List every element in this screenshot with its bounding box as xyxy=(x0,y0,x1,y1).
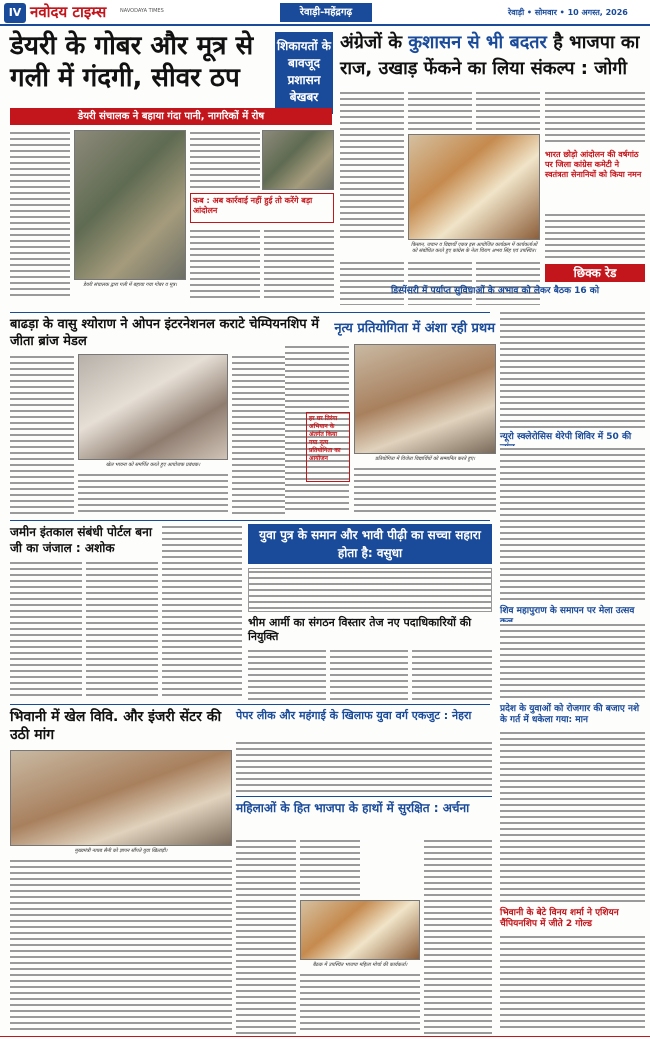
photo-dairy-inset xyxy=(262,130,334,190)
article-text xyxy=(86,560,158,700)
photo-caption: प्रतियोगिता में विजेता विद्यार्थियों को सम्मानित करते हुए। xyxy=(375,456,475,462)
headline-women: महिलाओं के हित भाजपा के हाथों में सुरक्षित : अर्चना xyxy=(236,801,470,815)
article-text xyxy=(78,472,228,514)
side-box-complaints: शिकायतों के बावजूद प्रशासन बेखबर xyxy=(275,32,333,114)
headline-sports: भिवानी में खेल विवि. और इंजरी सेंटर की उठी मांग xyxy=(10,709,222,743)
masthead xyxy=(0,0,650,26)
city-section: रेवाड़ी-महेंद्रगढ़ xyxy=(280,3,372,22)
article-text xyxy=(408,260,472,305)
article-text xyxy=(408,90,472,130)
article-text xyxy=(10,560,82,700)
callout-text: भारत छोड़ो आंदोलन की वर्षगांठ पर जिला कांग्रेस कमेटी ने स्वतंत्रता सेनानियों को किया नमन xyxy=(545,150,642,179)
article-text xyxy=(190,228,260,300)
sub-shiv: शिव महापुराण के समापन पर मेला उत्सव xyxy=(500,606,635,616)
headline-rally: युवा पुत्र के समान और भावी पीढ़ी का सच्चा सहारा होता है: वसुधा xyxy=(248,524,492,564)
divider xyxy=(10,704,490,705)
photo-congress-meeting xyxy=(408,134,540,240)
article-text xyxy=(500,622,645,702)
article-text xyxy=(476,260,540,305)
article-text xyxy=(545,212,645,260)
article-text xyxy=(340,260,404,305)
headline-blue: कुशासन से भी बदतर xyxy=(408,32,547,53)
article-text xyxy=(300,972,420,1034)
footer-rule xyxy=(0,1036,650,1043)
raid-title: छिक्क रेड xyxy=(545,264,645,282)
article-text xyxy=(248,568,492,612)
photo-dance-winners xyxy=(354,344,496,454)
headline-dance: नृत्य प्रतियोगिता में अंशा रही प्रथम xyxy=(334,321,495,336)
callout-box xyxy=(190,193,334,223)
article-text xyxy=(10,858,232,1034)
article-text xyxy=(545,90,645,145)
divider xyxy=(10,312,490,313)
subhead-dairy: डेयरी संचालक ने बहाया गंदा पानी, नागरिकों में रोष xyxy=(10,108,332,125)
sub-vinay: भिवानी के बेटे विनय शर्मा ने एशियन चैंपियनशिप में जीते 2 गोल्ड xyxy=(500,908,619,929)
headline-paper-leak: पेपर लीक और महंगाई के खिलाफ युवा वर्ग एकजुट : नेहरा xyxy=(236,709,472,722)
headline-jogi xyxy=(340,30,645,82)
brand-logo: नवोदय टाइम्स xyxy=(30,3,107,21)
article-text xyxy=(10,130,70,300)
callout-bharat-chhodo xyxy=(545,150,645,208)
article-text xyxy=(340,90,404,240)
divider xyxy=(236,796,492,797)
photo-women-meeting xyxy=(300,900,420,960)
photo-caption: मुख्यमंत्री नायब सैनी को ज्ञापन सौंपते युवा खिलाड़ी। xyxy=(74,848,168,854)
divider xyxy=(10,520,490,521)
article-text xyxy=(264,228,334,300)
photo-karate xyxy=(78,354,228,460)
article-text xyxy=(500,310,645,430)
article-text xyxy=(162,524,242,700)
photo-caption: बैठक में उपस्थित भाजपा महिला मोर्चा की कार्यकर्ता। xyxy=(312,962,408,968)
photo-caption: किसान, जवान व विद्यार्थी एकत्र इस आयोजित कार्यक्रम में कार्यकर्ताओं को संबोधित करते हुए कांग्रेस के नेता चिराग अभय सिंह एवं उपस्थित। xyxy=(410,242,538,254)
headline-part1: अंग्रेजों के xyxy=(340,32,403,53)
headline-dairy: डेयरी के गोबर और मूत्र से गली में गंदगी, सीवर ठप xyxy=(10,31,254,93)
headline-part2: है भाजपा का राज, उखाड़ फेंकने का लिया संकल्प : जोगी xyxy=(340,32,640,79)
callout-text: कब : अब कार्रवाई नहीं हुई तो करेंगे बड़ा आंदोलन xyxy=(193,196,313,215)
article-text xyxy=(236,838,296,1034)
article-text xyxy=(500,934,645,1032)
article-text xyxy=(354,466,496,514)
article-text xyxy=(236,740,492,792)
sub-neuro: न्यूरो स्क्लेरोसिस थेरेपी शिविर में 50 की xyxy=(500,432,632,442)
article-text xyxy=(500,446,645,604)
photo-dairy-street xyxy=(74,130,186,280)
issue-date: रेवाड़ी • सोमवार • 10 अगस्त, 2026 xyxy=(508,8,628,17)
brand-small: NAVODAYA TIMES xyxy=(120,8,164,14)
article-text xyxy=(500,730,645,905)
article-text xyxy=(190,130,260,190)
headline-karate: बाढड़ा के वासु श्योराण ने ओपन इंटरनेशनल कराटे चेम्पियनशिप में जीता ब्रांज मेडल xyxy=(10,317,319,349)
article-text xyxy=(412,648,492,700)
article-text xyxy=(424,838,492,1034)
photo-caption: खेल भावना को समर्पित करते हुए आयोजक प्रबंधक। xyxy=(105,462,201,468)
tiranga-box xyxy=(306,412,350,482)
headline-bhim-army: भीम आर्मी का संगठन विस्तार तेज नए पदाधिकारियों की नियुक्ति xyxy=(248,616,472,643)
sub-youth: प्रदेश के युवाओं को रोजगार की बजाए नशे के गर्त में धकेला गया: मान xyxy=(500,704,640,725)
raid-subtitle: डिस्पेंसरी में पर्याप्त सुविधाओं के अभाव को लेकर बैठक 16 को xyxy=(390,286,600,296)
article-text xyxy=(476,90,540,130)
article-text xyxy=(300,838,360,898)
article-text xyxy=(330,648,408,700)
headline-land: जमीन इंतकाल संबंधी पोर्टल बना जी का जंजाल : अशोक xyxy=(10,525,152,555)
tiranga-text: हर घर तिरंगा अभियान के अंतर्गत किया गया नृत्य प्रतियोगिता का आयोजन xyxy=(309,415,341,462)
page-number: IV xyxy=(4,3,26,23)
photo-caption: डेयरी संचालक द्वारा गली में बहाया गया गोबर व मूत्र। xyxy=(83,282,177,288)
photo-sports-memo xyxy=(10,750,232,846)
article-text xyxy=(10,354,74,514)
article-text xyxy=(248,648,326,700)
